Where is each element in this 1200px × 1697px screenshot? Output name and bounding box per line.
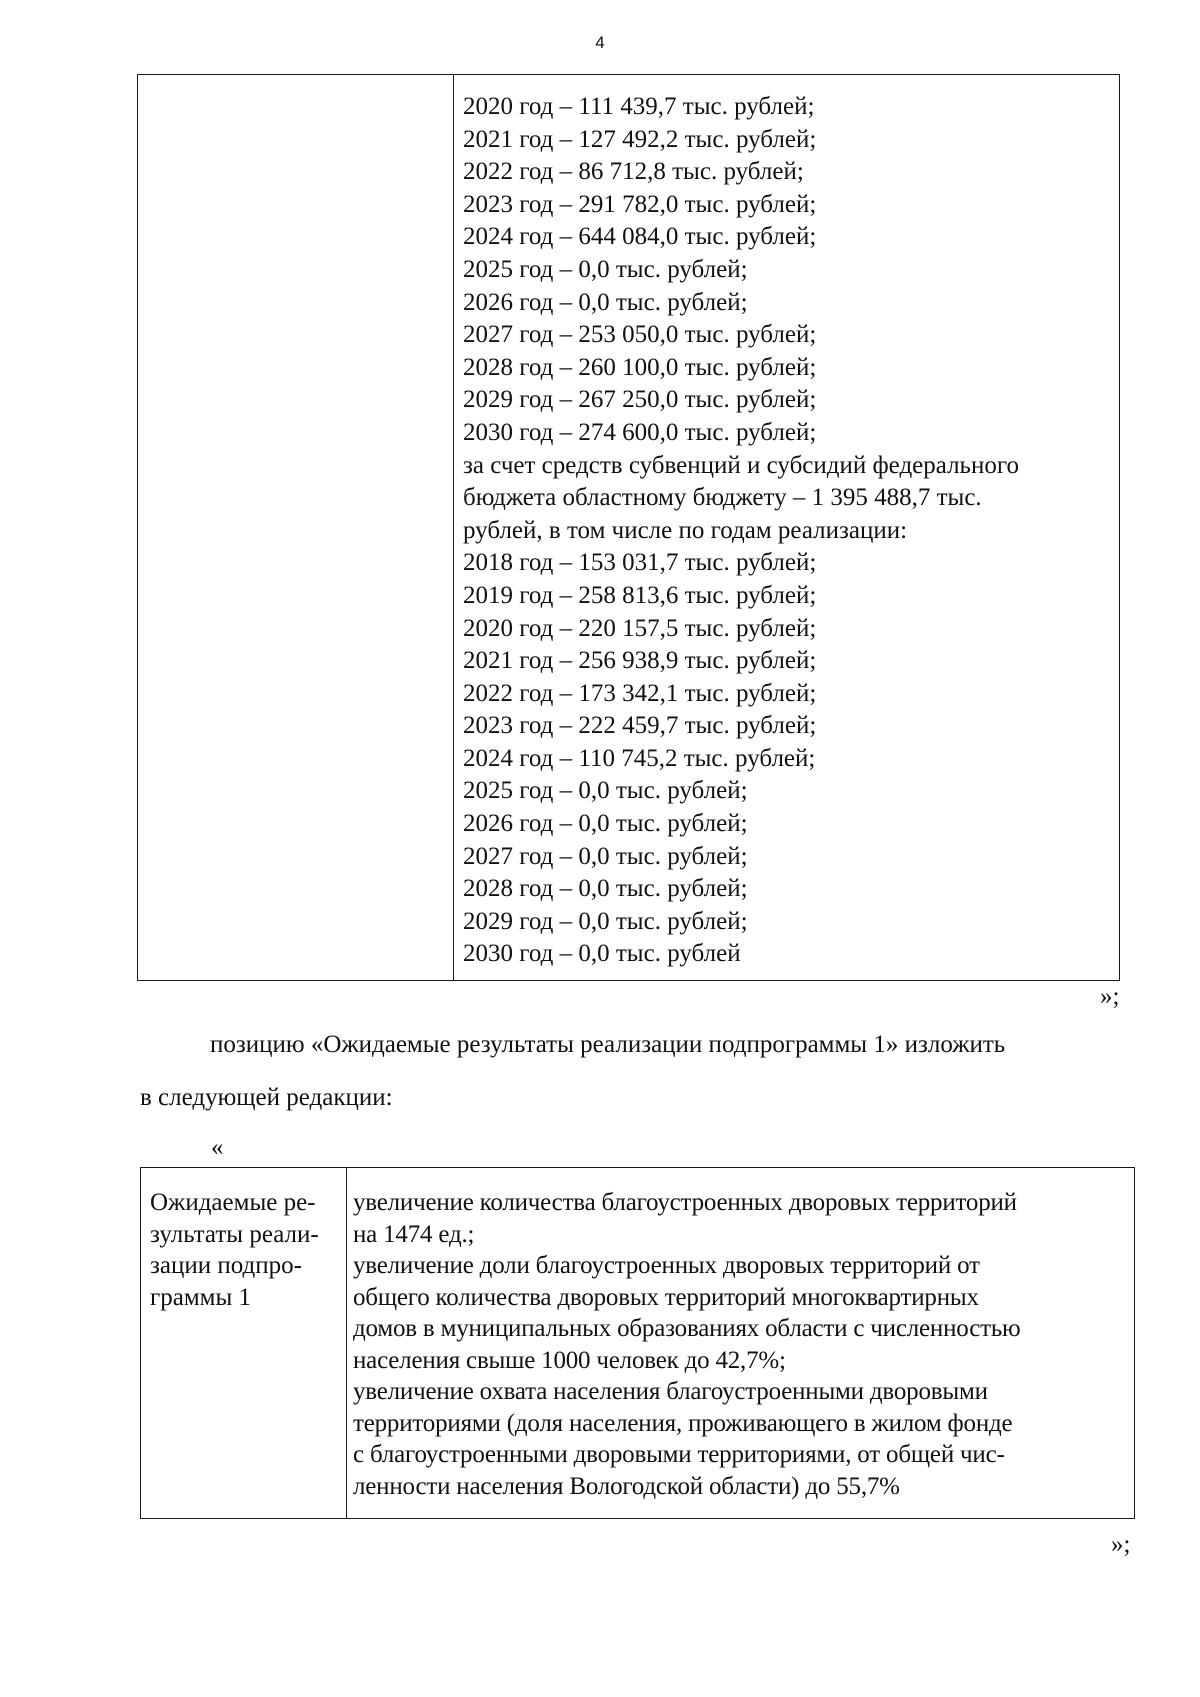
funding-line: 2028 год – 0,0 тыс. рублей;	[463, 875, 748, 903]
position-label-line: Ожидаемые ре-	[150, 1189, 316, 1216]
table-cell-label-empty	[138, 75, 454, 981]
funding-line: 2024 год – 644 084,0 тыс. рублей;	[463, 223, 817, 251]
funding-line: 2022 год – 86 712,8 тыс. рублей;	[463, 158, 804, 186]
funding-line: 2020 год – 220 157,5 тыс. рублей;	[463, 614, 817, 642]
funding-line: 2029 год – 0,0 тыс. рублей;	[463, 907, 748, 935]
funding-line: 2023 год – 222 459,7 тыс. рублей;	[463, 712, 817, 740]
funding-lines-cell	[454, 75, 1120, 981]
funding-line: 2030 год – 274 600,0 тыс. рублей;	[463, 418, 817, 446]
funding-line: 2026 год – 0,0 тыс. рублей;	[463, 288, 748, 316]
expected-result-line: увеличение количества благоустроенных дворовых территорий	[353, 1189, 1017, 1216]
table-row	[138, 75, 1120, 981]
expected-result-line: ленности населения Вологодской области) до 55,7%	[353, 1472, 900, 1500]
funding-line: 2021 год – 256 938,9 тыс. рублей;	[463, 647, 817, 675]
expected-results-table	[140, 1167, 1135, 1519]
funding-line: 2024 год – 110 745,2 тыс. рублей;	[463, 744, 816, 772]
expected-result-line: увеличение доли благоустроенных дворовых территорий от	[353, 1252, 980, 1279]
funding-line: 2025 год – 0,0 тыс. рублей;	[463, 255, 748, 283]
funding-line: за счет средств субвенций и субсидий федерального	[463, 451, 1019, 479]
funding-line: 2025 год – 0,0 тыс. рублей;	[463, 777, 748, 805]
funding-line: 2027 год – 0,0 тыс. рублей;	[463, 842, 748, 870]
expected-result-line: населения свыше 1000 человек до 42,7%;	[353, 1346, 786, 1374]
funding-line: 2027 год – 253 050,0 тыс. рублей;	[463, 321, 817, 349]
funding-line: рублей, в том числе по годам реализации:	[463, 516, 908, 544]
position-label-cell	[141, 1168, 347, 1519]
funding-line: 2026 год – 0,0 тыс. рублей;	[463, 810, 748, 838]
table-row	[141, 1168, 1135, 1519]
funding-line: 2018 год – 153 031,7 тыс. рублей;	[463, 549, 817, 577]
funding-line: 2023 год – 291 782,0 тыс. рублей;	[463, 190, 817, 218]
expected-result-line: с благоустроенными дворовыми территориями, от общей чис-	[353, 1441, 1005, 1468]
expected-result-line: общего количества дворовых территорий многоквартирных	[353, 1283, 979, 1311]
expected-results-cell	[347, 1168, 1135, 1519]
funding-line: 2022 год – 173 342,1 тыс. рублей;	[463, 679, 817, 707]
closing-quote: »;	[1111, 1531, 1131, 1558]
closing-quote: »;	[1100, 983, 1120, 1010]
funding-line: 2028 год – 260 100,0 тыс. рублей;	[463, 353, 817, 381]
position-label-line: граммы 1	[150, 1283, 252, 1311]
funding-line: бюджета областному бюджету – 1 395 488,7 тыс.	[463, 484, 982, 512]
paragraph-line: позицию «Ожидаемые результаты реализации подпрограммы 1» изложить	[210, 1031, 1006, 1058]
position-label-line: зации подпро-	[150, 1252, 302, 1279]
funding-line: 2029 год – 267 250,0 тыс. рублей;	[463, 386, 817, 414]
funding-line: 2019 год – 258 813,6 тыс. рублей;	[463, 581, 817, 609]
position-label-line: зультаты реали-	[150, 1220, 319, 1248]
expected-result-line: домов в муниципальных образованиях области с численностью	[353, 1315, 1021, 1342]
paragraph-line: в следующей редакции:	[140, 1084, 393, 1111]
expected-result-line: увеличение охвата населения благоустроенными дворовыми	[353, 1378, 988, 1405]
funding-line: 2020 год – 111 439,7 тыс. рублей;	[463, 93, 815, 120]
opening-quote: «	[211, 1134, 224, 1161]
page-number: 4	[595, 33, 605, 52]
funding-line: 2030 год – 0,0 тыс. рублей	[463, 940, 741, 968]
expected-result-line: территориями (доля населения, проживающего в жилом фонде	[353, 1409, 1013, 1437]
funding-line: 2021 год – 127 492,2 тыс. рублей;	[463, 125, 817, 153]
funding-table	[137, 74, 1120, 981]
expected-result-line: на 1474 ед.;	[353, 1220, 475, 1248]
